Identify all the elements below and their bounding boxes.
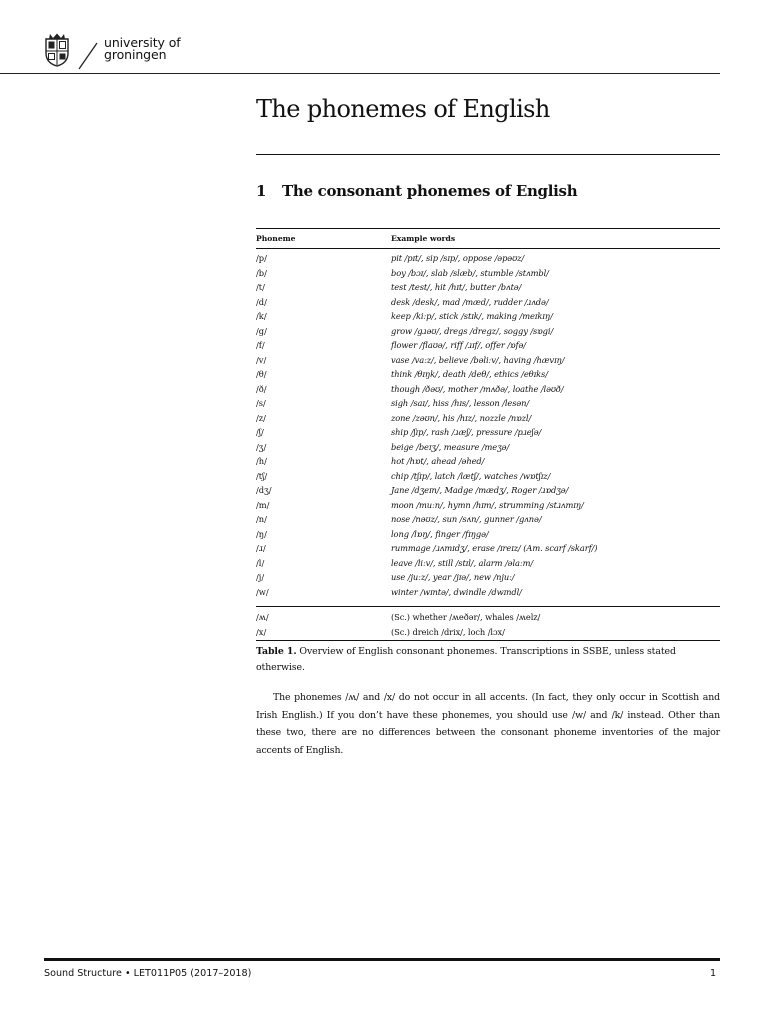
examples-cell: leave /liːv/, still /stɪl/, alarm /əlaːm/ — [391, 557, 534, 568]
examples-cell: ship /ʃɪp/, rash /ɹæʃ/, pressure /pɹeʃə/ — [391, 427, 542, 437]
table-row — [256, 440, 720, 455]
table-row — [256, 483, 720, 498]
phoneme-cell: /θ/ — [256, 369, 267, 379]
table-row — [256, 425, 720, 440]
table-row — [256, 610, 720, 625]
consonant-table-body — [256, 251, 720, 599]
phoneme-cell: /k/ — [256, 311, 267, 321]
phoneme-cell: /p/ — [256, 253, 267, 263]
examples-cell: think /θɪŋk/, death /deθ/, ethics /eθɪks/ — [391, 369, 548, 379]
examples-cell: rummage /ɹʌmɪdʒ/, erase /ɪreɪz/ (Am. scarf /skarf/) — [391, 543, 598, 553]
table-row — [256, 498, 720, 513]
examples-cell: sigh /saɪ/, hiss /hɪs/, lesson /lesən/ — [391, 398, 530, 408]
examples-cell: winter /wɪntə/, dwindle /dwɪndl/ — [391, 586, 522, 597]
phoneme-cell: /ʃ/ — [256, 427, 264, 437]
examples-cell: chip /tʃɪp/, latch /lætʃ/, watches /wɒtʃɪz/ — [391, 470, 551, 481]
footer-course: Sound Structure • LET011P05 (2017–2018) — [44, 968, 252, 979]
examples-cell: boy /bɔɪ/, slab /slæb/, stumble /stʌmbl/ — [391, 267, 549, 278]
examples-cell: long /lɒŋ/, finger /fɪŋgə/ — [391, 528, 489, 539]
examples-cell: keep /kiːp/, stick /stɪk/, making /meɪkɪŋ/ — [391, 311, 553, 321]
table-row — [256, 411, 720, 426]
header-rule — [0, 73, 720, 74]
examples-cell: use /juːz/, year /jɪə/, new /njuː/ — [391, 572, 515, 582]
table-row — [256, 324, 720, 339]
table-row — [256, 469, 720, 484]
examples-cell: test /test/, hit /hɪt/, butter /bʌtə/ — [391, 282, 522, 292]
phoneme-cell: /g/ — [256, 325, 267, 336]
table-row — [256, 527, 720, 542]
table-row — [256, 251, 720, 266]
phoneme-cell: /ð/ — [256, 383, 267, 394]
table-bottom-rule — [256, 640, 720, 641]
table-row — [256, 454, 720, 469]
table-row — [256, 556, 720, 571]
table-header-rule — [256, 248, 720, 249]
table-divider-rule — [256, 606, 720, 607]
table-row — [256, 309, 720, 324]
phoneme-cell: /w/ — [256, 586, 269, 597]
table-row — [256, 541, 720, 556]
table-row — [256, 338, 720, 353]
table-row — [256, 295, 720, 310]
section-heading — [256, 182, 577, 200]
examples-cell: beige /beɪʒ/, measure /meʒə/ — [391, 441, 510, 452]
phoneme-cell: /ŋ/ — [256, 528, 267, 539]
examples-cell: (Sc.) whether /ʍeðər/, whales /ʍelz/ — [391, 612, 541, 622]
examples-cell: pit /pɪt/, sip /sɪp/, oppose /əpəʊz/ — [391, 253, 525, 263]
caption-text: Overview of English consonant phonemes. Transcriptions in SSBE, unless stated otherwise. — [256, 646, 676, 673]
table-row — [256, 266, 720, 281]
caption-label: Table 1. — [256, 646, 297, 657]
examples-cell: hot /hɒt/, ahead /əhed/ — [391, 456, 485, 466]
column-header-phoneme: Phoneme — [256, 234, 296, 243]
column-header-examples: Example words — [391, 234, 456, 243]
title-rule — [256, 154, 720, 155]
phoneme-cell: /l/ — [256, 557, 265, 568]
footer-rule — [44, 958, 720, 961]
table-row — [256, 382, 720, 397]
university-name — [104, 37, 181, 61]
examples-cell: vase /vaːz/, believe /bəliːv/, having /hævɪŋ/ — [391, 354, 565, 365]
phoneme-cell: /b/ — [256, 267, 267, 278]
phoneme-cell: /ʒ/ — [256, 441, 267, 452]
body-paragraph: The phonemes /ʍ/ and /x/ do not occur in all accents. (In fact, they only occur in Scottish and Irish English.) If you don’t have these phonemes, you should use /w/ and /k/ instead. Other than these two, there are no differences between the consonant phoneme inventories of the major accents of English. — [256, 692, 720, 756]
phoneme-cell: /z/ — [256, 412, 266, 423]
table-row — [256, 625, 720, 640]
logo-divider-slash — [77, 42, 99, 70]
page-title: The phonemes of English — [256, 95, 550, 123]
page-number: 1 — [710, 968, 717, 979]
examples-cell: nose /nəʊz/, sun /sʌn/, gunner /gʌnə/ — [391, 514, 542, 524]
table-row — [256, 585, 720, 600]
examples-cell: zone /zəʊn/, his /hɪz/, nozzle /nɒzl/ — [391, 412, 532, 423]
table-caption — [256, 644, 720, 676]
examples-cell: desk /desk/, mad /mæd/, rudder /ɹʌdə/ — [391, 296, 549, 307]
section-number: 1 — [256, 182, 267, 200]
table-row — [256, 353, 720, 368]
phoneme-cell: /s/ — [256, 398, 266, 408]
phoneme-cell: /ɹ/ — [256, 543, 266, 553]
table-row — [256, 396, 720, 411]
table-row — [256, 280, 720, 295]
table-row — [256, 512, 720, 527]
phoneme-cell: /x/ — [256, 626, 267, 637]
phoneme-cell: /m/ — [256, 499, 270, 510]
examples-cell: (Sc.) dreich /drix/, loch /lɔx/ — [391, 626, 505, 637]
examples-cell: though /ðəʊ/, mother /mʌðə/, loathe /ləʊð/ — [391, 383, 564, 394]
phoneme-cell: /f/ — [256, 340, 265, 350]
table-row — [256, 367, 720, 382]
section-title: The consonant phonemes of English — [282, 182, 578, 200]
examples-cell: grow /gɹəʊ/, dregs /dregz/, soggy /sɒgi/ — [391, 325, 554, 336]
phoneme-cell: /ʍ/ — [256, 612, 269, 622]
phoneme-cell: /v/ — [256, 354, 267, 365]
phoneme-cell: /dʒ/ — [256, 485, 272, 495]
university-name-line2: groningen — [104, 47, 167, 62]
consonant-table-extra — [256, 610, 720, 639]
phoneme-cell: /n/ — [256, 514, 267, 524]
phoneme-cell: /tʃ/ — [256, 470, 268, 481]
examples-cell: Jane /dʒeɪn/, Madge /mædʒ/, Roger /ɹɒdʒə/ — [391, 485, 569, 495]
university-crest-logo — [44, 33, 70, 67]
university-name-line1: university of — [104, 35, 181, 50]
examples-cell: flower /flaʊə/, riff /ɹɪf/, offer /ɒfə/ — [391, 340, 526, 350]
phoneme-cell: /d/ — [256, 296, 267, 307]
phoneme-cell: /h/ — [256, 456, 267, 466]
phoneme-cell: /j/ — [256, 572, 265, 582]
table-row — [256, 570, 720, 585]
examples-cell: moon /muːn/, hymn /hɪm/, strumming /stɹʌmɪŋ/ — [391, 499, 584, 510]
table-top-rule — [256, 228, 720, 229]
phoneme-cell: /t/ — [256, 282, 265, 292]
